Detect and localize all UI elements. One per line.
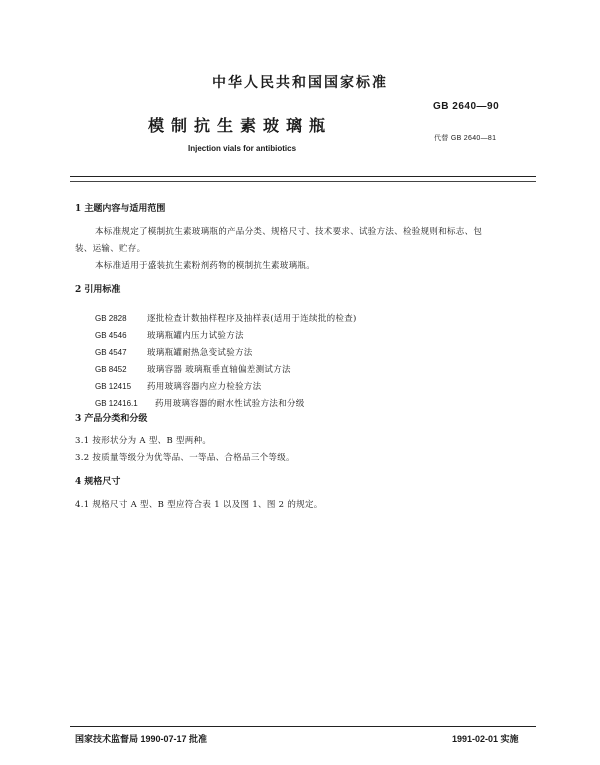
approval-date: 国家技术监督局 1990-07-17 批准 [75,734,208,744]
reference-name: 玻璃瓶罐内压力试验方法 [147,331,244,341]
reference-name: 药用玻璃容器内应力检验方法 [147,382,262,392]
section-3-item-1: 3.1 按形状分为 A 型、B 型两种。 [75,436,212,446]
header-rule-thin [70,181,536,182]
reference-code: GB 8452 [95,365,127,374]
effective-date: 1991-02-01 实施 [452,734,519,744]
section-1-heading: 1 主题内容与适用范围 [75,204,166,214]
header-rule-thick [70,176,536,177]
section-3-item-2: 3.2 按质量等级分为优等品、一等品、合格品三个等级。 [75,453,295,463]
reference-name: 药用玻璃容器的耐水性试验方法和分级 [155,399,305,409]
section-1-paragraph-1-line-1: 本标准规定了模制抗生素玻璃瓶的产品分类、规格尺寸、技术要求、试验方法、检验规则和标志、包 [95,227,483,237]
replaces-standard: 代替 GB 2640—81 [434,135,497,142]
reference-code: GB 2828 [95,314,127,323]
reference-name: 玻璃瓶罐耐热急变试验方法 [147,348,253,358]
section-3-heading: 3 产品分类和分级 [75,414,148,424]
section-2-heading: 2 引用标准 [75,285,121,295]
issuing-organization: 中华人民共和国国家标准 [212,75,388,91]
reference-code: GB 4546 [95,331,127,340]
section-4-heading: 4 规格尺寸 [75,477,121,487]
standard-number: GB 2640—90 [433,101,500,112]
reference-code: GB 12416.1 [95,399,138,408]
reference-item [95,391,305,410]
reference-code: GB 4547 [95,348,127,357]
reference-name: 玻璃容器 玻璃瓶垂直轴偏差测试方法 [147,365,291,375]
document-title: 模制抗生素玻璃瓶 [148,116,333,135]
reference-code: GB 12415 [95,382,132,391]
document-title-english: Injection vials for antibiotics [188,144,297,153]
section-1-paragraph-2: 本标准适用于盛装抗生素粉剂药物的模制抗生素玻璃瓶。 [95,261,316,271]
section-1-paragraph-1-line-2: 装、运输、贮存。 [75,244,146,254]
reference-name: 逐批检查计数抽样程序及抽样表(适用于连续批的检查) [147,314,357,324]
section-4-item-1: 4.1 规格尺寸 A 型、B 型应符合表 1 以及图 1、图 2 的规定。 [75,500,323,510]
footer-rule [70,726,536,727]
